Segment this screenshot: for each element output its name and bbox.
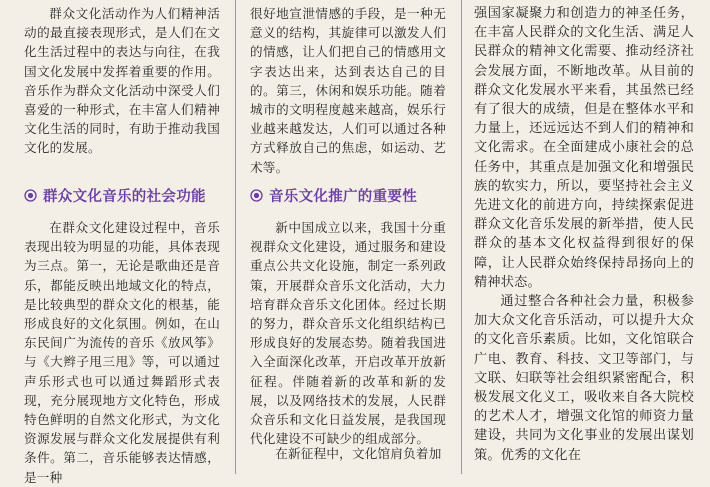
intro-paragraph: 群众文化活动作为人们精神活动的最直接表现形式，是人们在文化生活过程中的表达与向往，在我国文化发展中发挥着重要的作用。音乐作为群众文化活动中深受人们喜爱的一种形式，在丰富人们精神文化生活的同时，有助于推动我国文化的发展。 (24, 6, 220, 156)
text-column-left (24, 0, 220, 485)
circle-bullet-icon (24, 189, 37, 202)
body-paragraph-continued: 很好地宣泄情感的手段，是一种无意义的结构，其旋律可以激发人们的情感，让人们把自己的情感用文字表达出来，达到表达自己的目的。第三，休闲和娱乐功能。随着城市的文明程度越来越高，娱乐行业越来越发达，人们可以通过各种方式释放自己的焦虑，如运动、艺术等。 (250, 6, 446, 175)
column-divider (235, 0, 236, 474)
section-heading-text: 音乐文化推广的重要性 (269, 188, 417, 205)
text-column-right (474, 0, 694, 474)
body-paragraph: 新中国成立以来，我国十分重视群众文化建设，通过服务和建设重点公共文化设施，制定一系列政策，开展群众音乐文化活动，大力培育群众音乐文化团体。经过长期的努力，群众音乐文化组织结构已形成良好的发展态势。随着我国进入全面深化改革，开启改革开放新征程。伴随着新的改革和新的发展，以及网络技术的发展，人民群众音乐和文化日益发展，是我国现代化建设不可缺少的组成部分。 (250, 220, 446, 447)
section-heading-text: 群众文化音乐的社会功能 (43, 188, 206, 205)
text-column-middle (250, 0, 446, 474)
section-heading-importance (250, 176, 446, 214)
body-paragraph-continued: 强国家凝聚力和创造力的神圣任务，在丰富人民群众的文化生活、满足人民群众的精神文化需要、推动经济社会发展方面，不断地改革。从目前的群众文化发展水平来看，其虽然已经有了很大的成绩，但是在整体水平和力量上，还远远达不到人们的精神和文化需求。在全面建成小康社会的总任务中，其重点是加强文化和增强民族的软实力，所以，要坚持社会主义先进文化的前进方向，持续探索促进群众文化音乐发展的新举措，使人民群众的基本文化权益得到很好的保障，让人民群众始终保持昂扬向上的精神状态。 (474, 6, 694, 290)
section-heading-social-function (24, 176, 220, 214)
column-divider (461, 0, 462, 474)
body-paragraph: 在新征程中，文化馆肩负着加 (275, 446, 442, 461)
circle-bullet-icon (250, 189, 263, 202)
body-paragraph: 通过整合各种社会力量，积极参加大众文化音乐活动，可以提升大众的文化音乐素质。比如，文化馆联合广电、教育、科技、文卫等部门，与文联、妇联等社会组织紧密配合，积极发展文化义工，吸收来自各大院校的艺术人才，增强文化馆的师资力量建设，共同为文化事业的发展出谋划策。优秀的文化在 (474, 294, 694, 463)
body-paragraph: 在群众文化建设过程中，音乐表现出较为明显的功能，具体表现为三点。第一，无论是歌曲还是音乐，都能反映出地域文化的特点，是比较典型的群众文化的根基，能形成良好的文化氛围。例如，在山东民间广为流传的音乐《放风筝》与《大辫子甩三甩》等，可以通过声乐形式也可以通过舞蹈形式表现，充分展现地方文化特色，形成特色鲜明的自然文化形式，为文化资源发展与群众文化发展提供有利条件。第二，音乐能够表达情感，是一种 (24, 220, 220, 485)
